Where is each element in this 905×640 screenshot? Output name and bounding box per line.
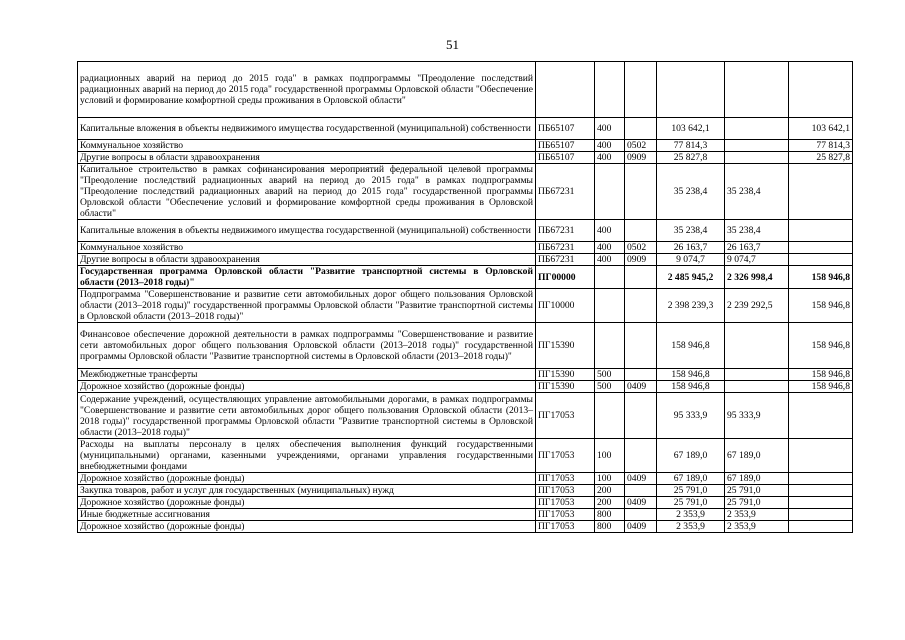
target-article-code: ПГ17053 bbox=[536, 497, 595, 509]
amount-regional: 158 946,8 bbox=[789, 266, 853, 289]
page-number: 51 bbox=[446, 37, 459, 52]
budget-table bbox=[77, 61, 853, 533]
row-description: Капитальное строительство в рамках софинансирования мероприятий федеральной целевой программы "Преодоление последствий радиационных аварий на период до 2015 года" в рамках подпрограммы "Преодоление последствий радиационных аварий на период до 2015 года" государственной программы Орловской области "Обеспечение условий и формирование комфортной среды проживания в Орловской области" bbox=[78, 164, 536, 220]
table-row bbox=[78, 393, 853, 439]
row-description: Финансовое обеспечение дорожной деятельности в рамках подпрограммы "Совершенствование и развитие сети автомобильных дорог общего пользования Орловской области (2013–2018 годы)" государственной программы Орловской области "Развитие транспортной системы в Орловской области (2013–2018 годы)" bbox=[78, 323, 536, 369]
amount-total: 2 485 945,2 bbox=[657, 266, 725, 289]
table-row bbox=[78, 439, 853, 473]
target-article-code bbox=[536, 62, 595, 118]
amount-total: 2 398 239,3 bbox=[657, 289, 725, 323]
row-description: Иные бюджетные ассигнования bbox=[78, 509, 536, 521]
amount-federal: 67 189,0 bbox=[725, 439, 789, 473]
amount-federal bbox=[725, 62, 789, 118]
amount-total: 9 074,7 bbox=[657, 254, 725, 266]
row-description: Капитальные вложения в объекты недвижимого имущества государственной (муниципальной) собственности bbox=[78, 118, 536, 140]
amount-regional: 77 814,3 bbox=[789, 140, 853, 152]
expense-type-code: 200 bbox=[595, 485, 625, 497]
amount-federal: 67 189,0 bbox=[725, 473, 789, 485]
amount-regional bbox=[789, 509, 853, 521]
amount-regional: 158 946,8 bbox=[789, 381, 853, 393]
expense-type-code bbox=[595, 323, 625, 369]
table-row bbox=[78, 509, 853, 521]
section-code bbox=[625, 485, 657, 497]
expense-type-code: 500 bbox=[595, 369, 625, 381]
target-article-code: ПГ17053 bbox=[536, 509, 595, 521]
amount-federal: 35 238,4 bbox=[725, 164, 789, 220]
section-code: 0409 bbox=[625, 497, 657, 509]
row-description: Другие вопросы в области здравоохранения bbox=[78, 152, 536, 164]
expense-type-code bbox=[595, 393, 625, 439]
amount-regional bbox=[789, 485, 853, 497]
expense-type-code: 800 bbox=[595, 521, 625, 533]
amount-total: 35 238,4 bbox=[657, 220, 725, 242]
amount-federal bbox=[725, 381, 789, 393]
amount-total bbox=[657, 62, 725, 118]
amount-federal: 95 333,9 bbox=[725, 393, 789, 439]
amount-regional bbox=[789, 393, 853, 439]
target-article-code: ПГ17053 bbox=[536, 393, 595, 439]
target-article-code: ПГ15390 bbox=[536, 381, 595, 393]
section-code: 0409 bbox=[625, 521, 657, 533]
amount-total: 2 353,9 bbox=[657, 521, 725, 533]
expense-type-code bbox=[595, 289, 625, 323]
section-code: 0909 bbox=[625, 254, 657, 266]
expense-type-code: 800 bbox=[595, 509, 625, 521]
table-row bbox=[78, 62, 853, 118]
expense-type-code: 100 bbox=[595, 473, 625, 485]
amount-regional: 158 946,8 bbox=[789, 323, 853, 369]
expense-type-code: 200 bbox=[595, 497, 625, 509]
table-body bbox=[78, 62, 853, 533]
amount-federal bbox=[725, 140, 789, 152]
amount-federal: 25 791,0 bbox=[725, 485, 789, 497]
target-article-code: ПБ65107 bbox=[536, 118, 595, 140]
amount-regional bbox=[789, 164, 853, 220]
target-article-code: ПГ17053 bbox=[536, 473, 595, 485]
section-code: 0502 bbox=[625, 140, 657, 152]
amount-total: 25 791,0 bbox=[657, 485, 725, 497]
amount-total: 26 163,7 bbox=[657, 242, 725, 254]
target-article-code: ПБ65107 bbox=[536, 152, 595, 164]
amount-regional bbox=[789, 439, 853, 473]
section-code bbox=[625, 509, 657, 521]
amount-total: 158 946,8 bbox=[657, 381, 725, 393]
expense-type-code: 400 bbox=[595, 220, 625, 242]
amount-regional bbox=[789, 220, 853, 242]
expense-type-code: 400 bbox=[595, 254, 625, 266]
row-description: Межбюджетные трансферты bbox=[78, 369, 536, 381]
amount-federal: 2 326 998,4 bbox=[725, 266, 789, 289]
row-description: Дорожное хозяйство (дорожные фонды) bbox=[78, 521, 536, 533]
row-description: Коммунальное хозяйство bbox=[78, 242, 536, 254]
section-code bbox=[625, 220, 657, 242]
table-row bbox=[78, 485, 853, 497]
row-description: Дорожное хозяйство (дорожные фонды) bbox=[78, 381, 536, 393]
amount-total: 103 642,1 bbox=[657, 118, 725, 140]
section-code: 0409 bbox=[625, 473, 657, 485]
expense-type-code: 100 bbox=[595, 439, 625, 473]
section-code bbox=[625, 62, 657, 118]
amount-total: 35 238,4 bbox=[657, 164, 725, 220]
target-article-code: ПГ15390 bbox=[536, 323, 595, 369]
row-description: Расходы на выплаты персоналу в целях обеспечения выполнения функций государственными (муниципальными) органами, казенными учреждениями, органами управления государственными внебюджетными фондами bbox=[78, 439, 536, 473]
table-row bbox=[78, 369, 853, 381]
amount-federal: 35 238,4 bbox=[725, 220, 789, 242]
table-row bbox=[78, 266, 853, 289]
amount-federal: 2 239 292,5 bbox=[725, 289, 789, 323]
row-description: радиационных аварий на период до 2015 года" в рамках подпрограммы "Преодоление последствий радиационных аварий на период до 2015 года" государственной программы Орловской области "Обеспечение условий и формирование комфортной среды проживания в Орловской области" bbox=[78, 62, 536, 118]
table-row bbox=[78, 220, 853, 242]
row-description: Закупка товаров, работ и услуг для государственных (муниципальных) нужд bbox=[78, 485, 536, 497]
amount-federal bbox=[725, 152, 789, 164]
table-row bbox=[78, 521, 853, 533]
target-article-code: ПБ67231 bbox=[536, 220, 595, 242]
row-description: Дорожное хозяйство (дорожные фонды) bbox=[78, 473, 536, 485]
target-article-code: ПГ17053 bbox=[536, 439, 595, 473]
table-row bbox=[78, 118, 853, 140]
expense-type-code bbox=[595, 164, 625, 220]
amount-total: 67 189,0 bbox=[657, 439, 725, 473]
amount-total: 67 189,0 bbox=[657, 473, 725, 485]
amount-regional bbox=[789, 62, 853, 118]
amount-federal: 25 791,0 bbox=[725, 497, 789, 509]
table-row bbox=[78, 242, 853, 254]
section-code: 0409 bbox=[625, 381, 657, 393]
section-code: 0502 bbox=[625, 242, 657, 254]
amount-total: 25 791,0 bbox=[657, 497, 725, 509]
table-row bbox=[78, 473, 853, 485]
row-description: Содержание учреждений, осуществляющих управление автомобильными дорогами, в рамках подпрограммы "Совершенствование и развитие сети автомобильных дорог общего пользования Орловской области (2013–2018 годы)" государственной программы Орловской области "Развитие транспортной системы в Орловской области (2013–2018 годы)" bbox=[78, 393, 536, 439]
row-description: Коммунальное хозяйство bbox=[78, 140, 536, 152]
table-row bbox=[78, 140, 853, 152]
target-article-code: ПБ67231 bbox=[536, 164, 595, 220]
section-code bbox=[625, 164, 657, 220]
section-code bbox=[625, 266, 657, 289]
amount-federal bbox=[725, 323, 789, 369]
expense-type-code bbox=[595, 266, 625, 289]
table-row bbox=[78, 289, 853, 323]
target-article-code: ПГ15390 bbox=[536, 369, 595, 381]
amount-regional: 103 642,1 bbox=[789, 118, 853, 140]
amount-total: 158 946,8 bbox=[657, 323, 725, 369]
amount-regional: 158 946,8 bbox=[789, 289, 853, 323]
amount-total: 158 946,8 bbox=[657, 369, 725, 381]
expense-type-code bbox=[595, 62, 625, 118]
amount-federal: 9 074,7 bbox=[725, 254, 789, 266]
amount-federal: 2 353,9 bbox=[725, 509, 789, 521]
amount-regional: 158 946,8 bbox=[789, 369, 853, 381]
target-article-code: ПГ00000 bbox=[536, 266, 595, 289]
expense-type-code: 400 bbox=[595, 118, 625, 140]
amount-regional: 25 827,8 bbox=[789, 152, 853, 164]
expense-type-code: 400 bbox=[595, 152, 625, 164]
table-row bbox=[78, 323, 853, 369]
row-description: Подпрограмма "Совершенствование и развитие сети автомобильных дорог общего пользования Орловской области (2013–2018 годы)" государственной программы Орловской области "Развитие транспортной системы в Орловской области (2013–2018 годы)" bbox=[78, 289, 536, 323]
section-code bbox=[625, 118, 657, 140]
target-article-code: ПГ10000 bbox=[536, 289, 595, 323]
amount-federal: 2 353,9 bbox=[725, 521, 789, 533]
target-article-code: ПБ65107 bbox=[536, 140, 595, 152]
amount-regional bbox=[789, 497, 853, 509]
table-row bbox=[78, 152, 853, 164]
amount-federal: 26 163,7 bbox=[725, 242, 789, 254]
row-description: Капитальные вложения в объекты недвижимого имущества государственной (муниципальной) собственности bbox=[78, 220, 536, 242]
amount-regional bbox=[789, 254, 853, 266]
section-code bbox=[625, 393, 657, 439]
amount-total: 25 827,8 bbox=[657, 152, 725, 164]
row-description: Государственная программа Орловской области "Развитие транспортной системы в Орловской области (2013–2018 годы)" bbox=[78, 266, 536, 289]
amount-regional bbox=[789, 473, 853, 485]
section-code bbox=[625, 323, 657, 369]
amount-regional bbox=[789, 242, 853, 254]
section-code bbox=[625, 289, 657, 323]
amount-total: 2 353,9 bbox=[657, 509, 725, 521]
expense-type-code: 400 bbox=[595, 140, 625, 152]
target-article-code: ПГ17053 bbox=[536, 521, 595, 533]
table-row bbox=[78, 497, 853, 509]
target-article-code: ПБ67231 bbox=[536, 254, 595, 266]
amount-federal bbox=[725, 369, 789, 381]
amount-total: 77 814,3 bbox=[657, 140, 725, 152]
section-code: 0909 bbox=[625, 152, 657, 164]
section-code bbox=[625, 369, 657, 381]
table-row bbox=[78, 254, 853, 266]
row-description: Дорожное хозяйство (дорожные фонды) bbox=[78, 497, 536, 509]
target-article-code: ПГ17053 bbox=[536, 485, 595, 497]
amount-federal bbox=[725, 118, 789, 140]
amount-regional bbox=[789, 521, 853, 533]
table-row bbox=[78, 381, 853, 393]
table-row bbox=[78, 164, 853, 220]
amount-total: 95 333,9 bbox=[657, 393, 725, 439]
target-article-code: ПБ67231 bbox=[536, 242, 595, 254]
expense-type-code: 500 bbox=[595, 381, 625, 393]
section-code bbox=[625, 439, 657, 473]
row-description: Другие вопросы в области здравоохранения bbox=[78, 254, 536, 266]
expense-type-code: 400 bbox=[595, 242, 625, 254]
